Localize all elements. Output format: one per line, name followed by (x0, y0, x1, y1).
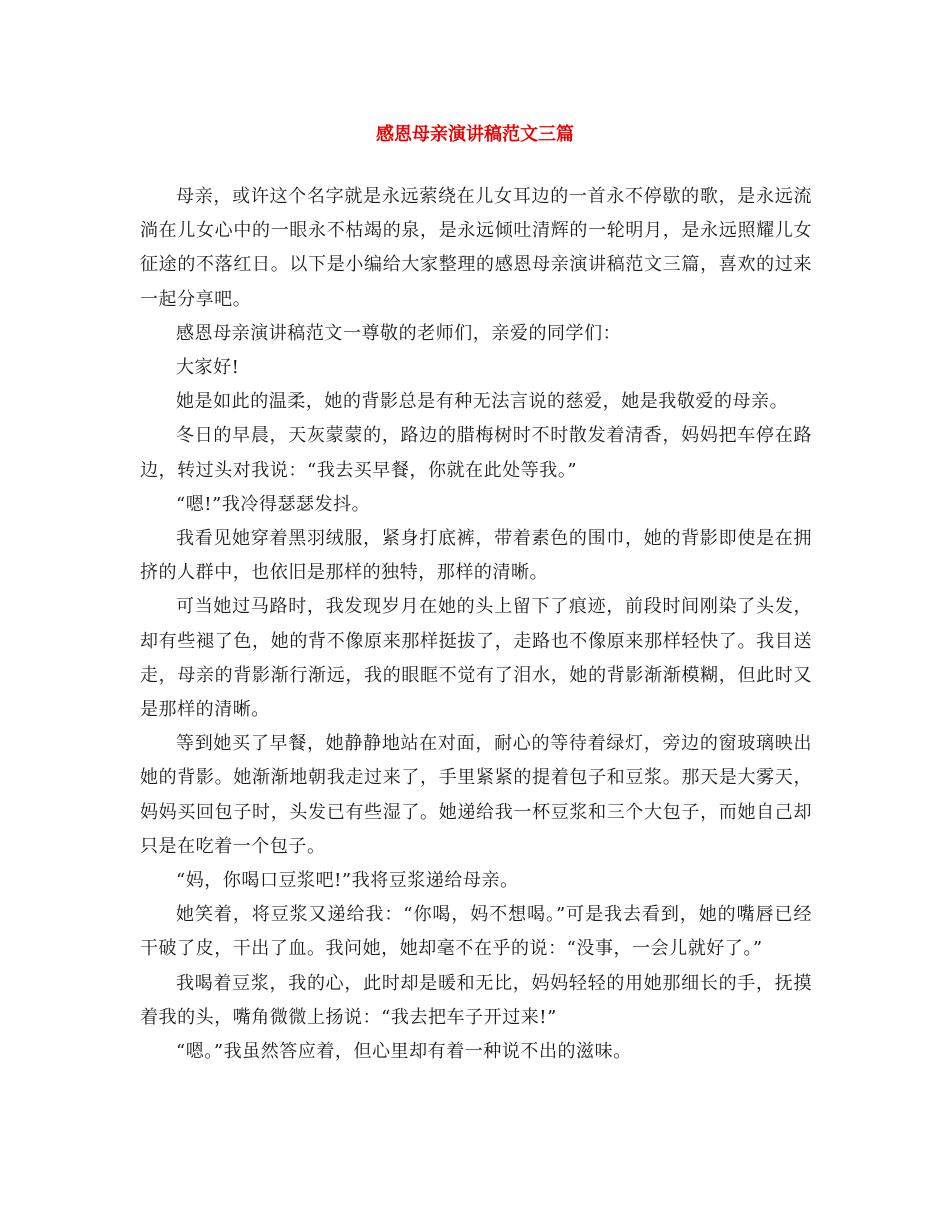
paragraph: 我喝着豆浆，我的心，此时却是暖和无比，妈妈轻轻的用她那细长的手，抚摸着我的头，嘴角微微上扬说：“我去把车子开过来!” (140, 972, 812, 1028)
document-title: 感恩母亲演讲稿范文三篇 (376, 124, 574, 145)
paragraph-greeting: 大家好! (176, 357, 240, 379)
document-body (140, 180, 812, 1069)
paragraph-intro: 母亲，或许这个名字就是永远萦绕在儿女耳边的一首永不停歇的歌，是永远流淌在儿女心中的一眼永不枯竭的泉，是永远倾吐清辉的一轮明月，是永远照耀儿女征途的不落红日。以下是小编给大家整理的感恩母亲演讲稿范文三篇，喜欢的过来一起分享吧。 (140, 186, 812, 310)
paragraph-salutation: 感恩母亲演讲稿范文一尊敬的老师们，亲爱的同学们： (176, 322, 622, 344)
paragraph: 她是如此的温柔，她的背影总是有种无法言说的慈爱，她是我敬爱的母亲。 (176, 391, 789, 413)
paragraph: 我看见她穿着黑羽绒服，紧身打底裤，带着素色的围巾，她的背影即使是在拥挤的人群中，也依旧是那样的独特，那样的清晰。 (140, 528, 812, 584)
paragraph: 等到她买了早餐，她静静地站在对面，耐心的等待着绿灯，旁边的窗玻璃映出她的背影。她渐渐地朝我走过来了，手里紧紧的提着包子和豆浆。那天是大雾天，妈妈买回包子时，头发已有些湿了。她递给我一杯豆浆和三个大包子，而她自己却只是在吃着一个包子。 (140, 733, 812, 857)
paragraph: “嗯!”我冷得瑟瑟发抖。 (176, 493, 371, 515)
paragraph: 可当她过马路时，我发现岁月在她的头上留下了痕迹，前段时间刚染了头发，却有些褪了色，她的背不像原来那样挺拔了，走路也不像原来那样轻快了。我目送走，母亲的背影渐行渐远，我的眼眶不觉有了泪水，她的背影渐渐模糊，但此时又是那样的清晰。 (140, 596, 812, 721)
paragraph: “妈，你喝口豆浆吧!”我将豆浆递给母亲。 (176, 870, 519, 892)
paragraph: 她笑着，将豆浆又递给我：“你喝，妈不想喝。”可是我去看到，她的嘴唇已经干破了皮，干出了血。我问她，她却毫不在乎的说：“没事，一会儿就好了。” (140, 904, 812, 960)
paragraph: “嗯。”我虽然答应着，但心里却有着一种说不出的滋味。 (176, 1041, 632, 1063)
paragraph: 冬日的早晨，天灰蒙蒙的，路边的腊梅树时不时散发着清香，妈妈把车停在路边，转过头对我说：“我去买早餐，你就在此处等我。” (140, 425, 812, 481)
